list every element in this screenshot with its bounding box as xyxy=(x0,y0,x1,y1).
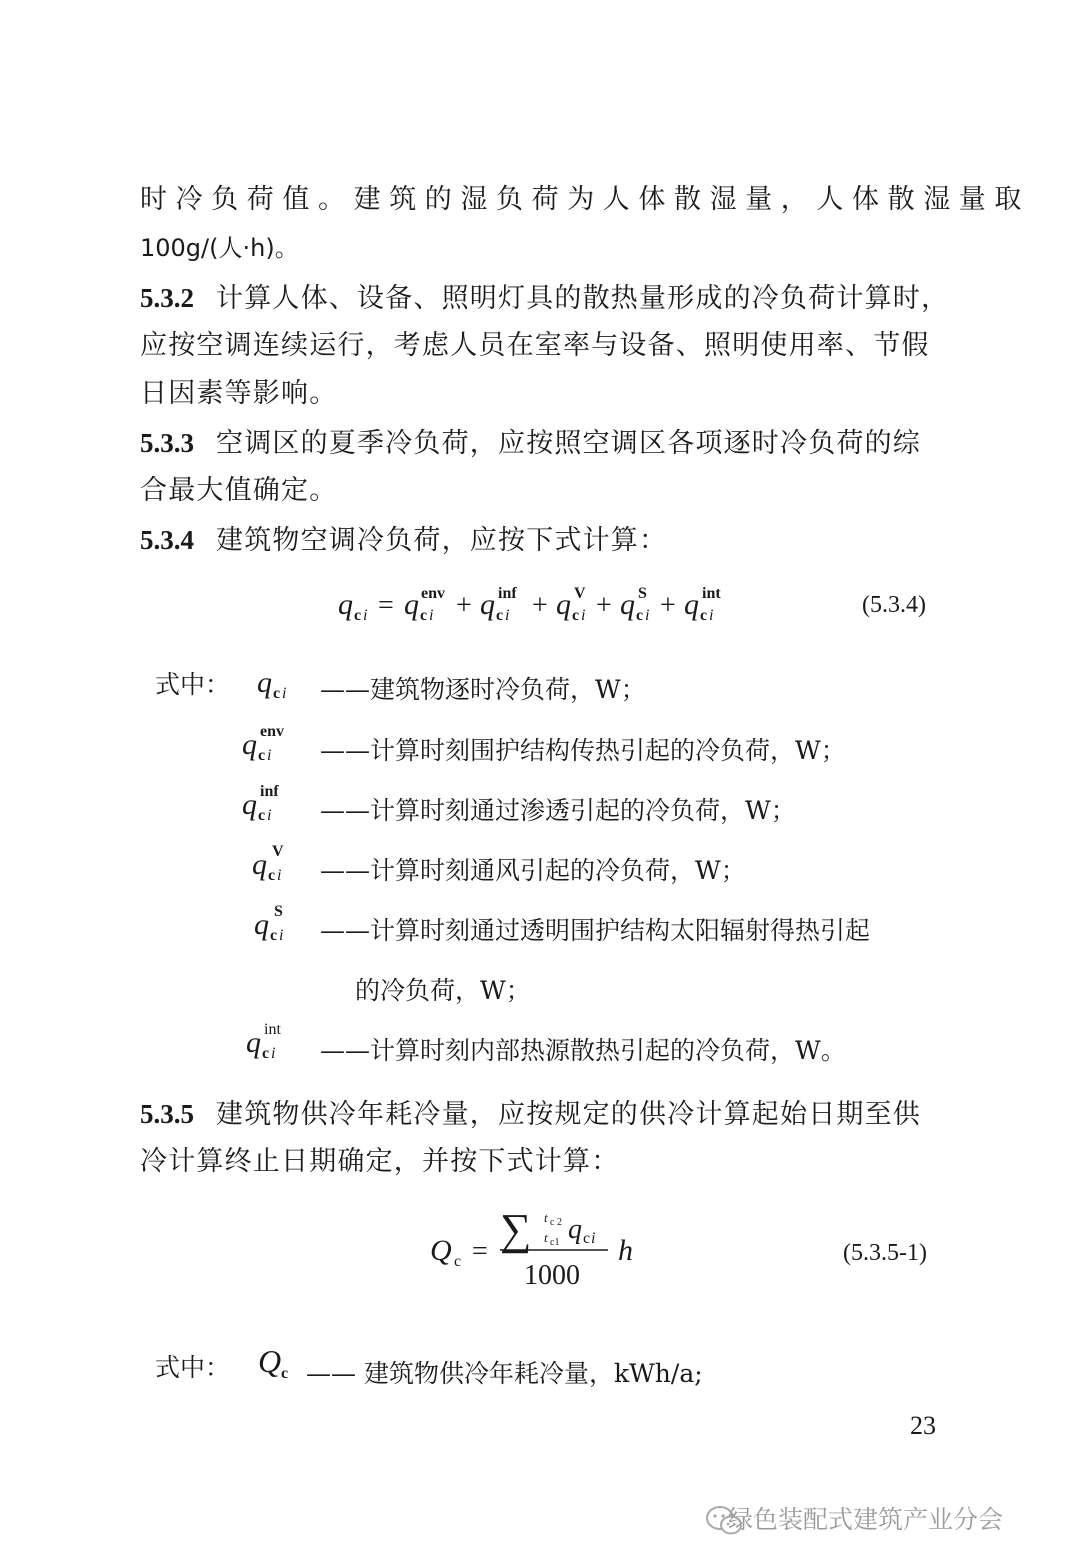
svg-text:c: c xyxy=(262,1045,270,1062)
svg-text:int: int xyxy=(264,1021,281,1038)
svg-text:c1: c1 xyxy=(550,1237,560,1248)
svg-text:c: c xyxy=(258,747,266,764)
section-5-3-3 xyxy=(140,425,921,462)
term-desc-continued: 的冷负荷，W； xyxy=(355,976,531,1005)
svg-text:+: + xyxy=(660,590,676,621)
svg-text:q: q xyxy=(568,1214,582,1245)
svg-text:+: + xyxy=(456,590,472,621)
term-desc: —— 建筑物供冷年耗冷量，kWh/a; xyxy=(306,1359,703,1388)
section-5-3-3-line-2: 合最大值确定。 xyxy=(140,475,338,506)
svg-text:+: + xyxy=(532,590,548,621)
svg-text:q: q xyxy=(684,588,699,621)
svg-text:i: i xyxy=(271,1045,276,1062)
page-number: 23 xyxy=(910,1411,936,1440)
svg-text:i: i xyxy=(581,607,586,624)
section-5-3-2 xyxy=(140,280,949,317)
svg-text:i: i xyxy=(505,607,510,624)
svg-text:i: i xyxy=(267,807,272,824)
svg-text:c: c xyxy=(496,607,504,624)
term-desc: ——计算时刻通风引起的冷负荷，W； xyxy=(320,856,746,885)
equation-number: (5.3.5-1) xyxy=(843,1240,927,1266)
formula-5-3-4 xyxy=(338,578,738,628)
svg-text:t: t xyxy=(544,1210,548,1225)
section-5-3-4 xyxy=(140,522,667,559)
svg-text:+: + xyxy=(596,590,612,621)
section-number: 5.3.5 xyxy=(140,1099,194,1129)
symbol-q-ci-s xyxy=(252,898,312,950)
svg-text:env: env xyxy=(421,585,445,602)
svg-text:c: c xyxy=(700,607,708,624)
term-desc: ——计算时刻通过透明围护结构太阳辐射得热引起 xyxy=(320,916,871,945)
svg-text:c 2: c 2 xyxy=(550,1217,562,1228)
term-desc: ——计算时刻围护结构传热引起的冷负荷，W； xyxy=(320,736,846,765)
symbol-q-ci-v xyxy=(250,838,310,890)
section-5-3-2-line-2: 应按空调连续运行，考虑人员在室率与设备、照明使用率、节假 xyxy=(140,330,930,361)
svg-text:q: q xyxy=(254,908,269,941)
intro-line-1: 时冷负荷值。建筑的湿负荷为人体散湿量，人体散湿量取 xyxy=(140,184,1030,215)
section-text: 空调区的夏季冷负荷，应按照空调区各项逐时冷负荷的综 xyxy=(216,428,921,459)
svg-text:c: c xyxy=(268,867,276,884)
symbol-q-ci-env xyxy=(240,718,310,770)
svg-text:Q: Q xyxy=(258,1343,282,1379)
svg-text:q: q xyxy=(246,1026,261,1059)
svg-text:q: q xyxy=(338,588,353,621)
svg-text:q: q xyxy=(242,728,257,761)
svg-text:i: i xyxy=(267,747,272,764)
intro-line-2: 100g/(人·h)。 xyxy=(140,234,299,262)
svg-text:1000: 1000 xyxy=(524,1260,580,1291)
equation-number: (5.3.4) xyxy=(862,592,926,618)
svg-text:c: c xyxy=(583,1230,591,1247)
svg-text:c: c xyxy=(281,1365,289,1382)
svg-text:=: = xyxy=(378,590,394,621)
svg-text:c: c xyxy=(270,927,278,944)
svg-text:c: c xyxy=(572,607,580,624)
section-text: 计算人体、设备、照明灯具的散热量形成的冷负荷计算时， xyxy=(216,283,950,314)
svg-text:q: q xyxy=(242,788,257,821)
svg-text:h: h xyxy=(618,1234,633,1267)
svg-text:i: i xyxy=(363,607,368,624)
term-desc: ——建筑物逐时冷负荷，W； xyxy=(320,675,646,704)
symbol-q-ci xyxy=(255,660,315,708)
svg-text:i: i xyxy=(277,867,282,884)
watermark-text: 绿色装配式建筑产业分会 xyxy=(728,1505,1004,1534)
where-label: 式中： xyxy=(155,1353,231,1382)
svg-text:c: c xyxy=(273,685,281,702)
svg-text:S: S xyxy=(274,903,283,920)
section-text: 建筑物空调冷负荷，应按下式计算： xyxy=(216,525,668,556)
svg-text:c: c xyxy=(258,807,266,824)
svg-text:i: i xyxy=(709,607,714,624)
symbol-Q-c xyxy=(256,1338,306,1386)
svg-text:q: q xyxy=(556,588,571,621)
section-number: 5.3.4 xyxy=(140,525,194,555)
svg-text:t: t xyxy=(544,1230,548,1245)
section-number: 5.3.3 xyxy=(140,428,194,458)
svg-text:env: env xyxy=(260,723,284,740)
svg-text:i: i xyxy=(279,927,284,944)
svg-text:=: = xyxy=(472,1236,488,1267)
svg-text:inf: inf xyxy=(498,585,517,602)
svg-text:i: i xyxy=(282,685,287,702)
term-desc: ——计算时刻通过渗透引起的冷负荷，W； xyxy=(320,796,796,825)
svg-text:V: V xyxy=(272,843,284,860)
svg-text:q: q xyxy=(404,588,419,621)
svg-text:int: int xyxy=(702,585,721,602)
formula-5-3-5-1 xyxy=(428,1200,648,1295)
term-desc: ——计算时刻内部热源散热引起的冷负荷，W。 xyxy=(320,1036,846,1065)
svg-text:V: V xyxy=(574,585,586,602)
section-number: 5.3.2 xyxy=(140,283,194,313)
svg-text:i: i xyxy=(645,607,650,624)
svg-text:Q: Q xyxy=(430,1234,452,1267)
svg-text:i: i xyxy=(429,607,434,624)
symbol-q-ci-int xyxy=(244,1016,314,1068)
symbol-q-ci-inf xyxy=(240,778,310,830)
svg-text:q: q xyxy=(257,666,272,699)
where-label: 式中： xyxy=(155,670,231,699)
svg-text:i: i xyxy=(591,1230,596,1247)
svg-text:q: q xyxy=(480,588,495,621)
section-5-3-5 xyxy=(140,1096,921,1133)
section-5-3-2-line-3: 日因素等影响。 xyxy=(140,378,338,409)
svg-text:c: c xyxy=(636,607,644,624)
svg-text:q: q xyxy=(620,588,635,621)
svg-text:c: c xyxy=(454,1253,462,1270)
section-text: 建筑物供冷年耗冷量，应按规定的供冷计算起始日期至供 xyxy=(216,1099,921,1130)
section-5-3-5-line-2: 冷计算终止日期确定，并按下式计算： xyxy=(140,1146,620,1177)
svg-text:∑: ∑ xyxy=(500,1205,532,1254)
svg-text:c: c xyxy=(354,607,362,624)
svg-text:inf: inf xyxy=(260,783,279,800)
svg-text:S: S xyxy=(638,585,647,602)
svg-text:q: q xyxy=(252,848,267,881)
svg-text:c: c xyxy=(420,607,428,624)
